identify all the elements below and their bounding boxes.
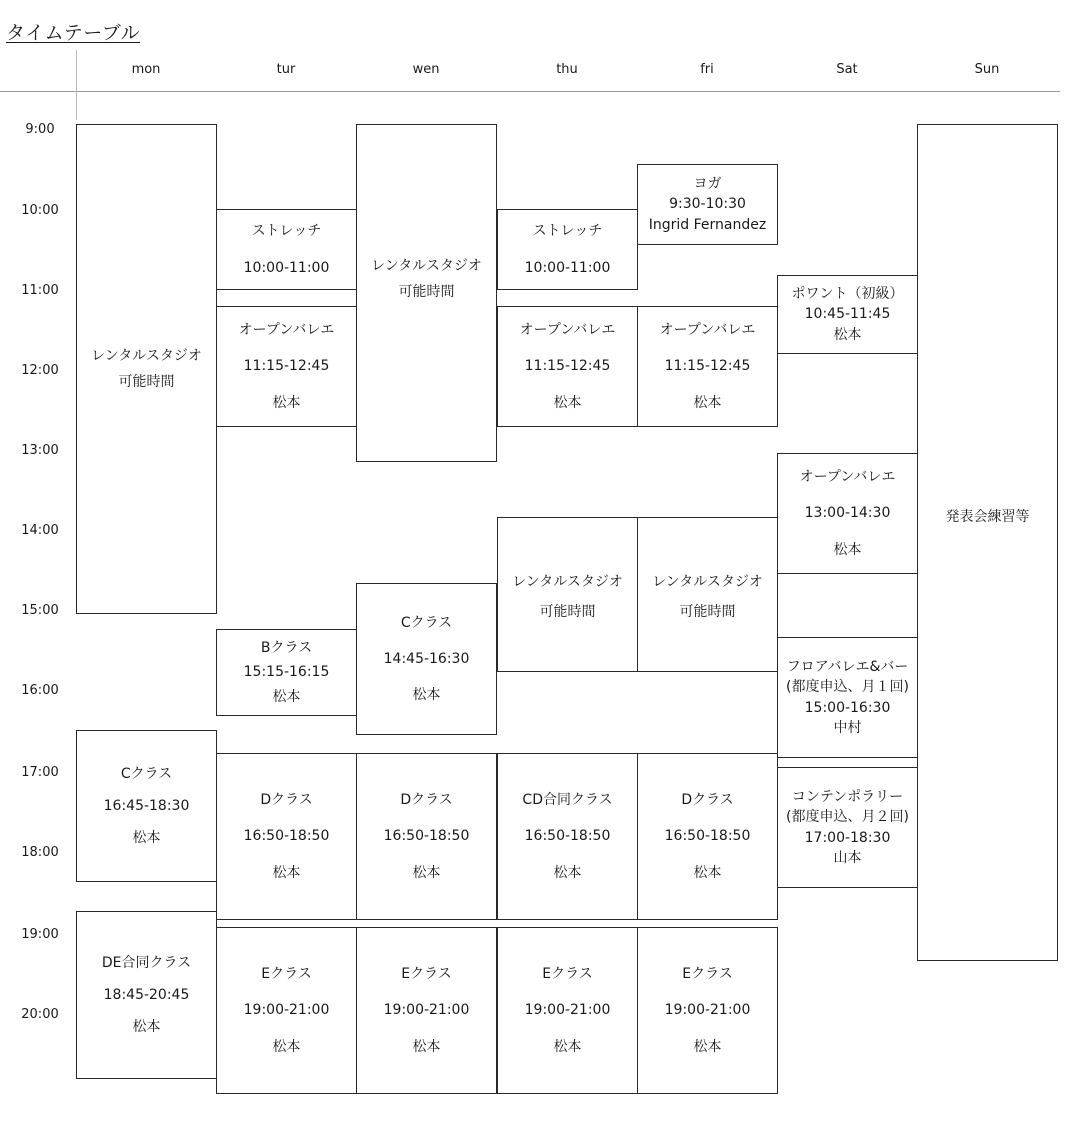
class-cell-sat-open [777, 453, 918, 574]
cell-text-line: 松本 [693, 394, 722, 411]
day-header-mon: mon [131, 62, 161, 77]
cell-text-line: 中村 [833, 719, 862, 736]
class-cell-thu-open [497, 306, 638, 427]
class-cell-fri-e [637, 927, 778, 1094]
cell-text-line: 山本 [833, 849, 862, 866]
cell-text-line: Cクラス [120, 765, 173, 782]
cell-text-line: 松本 [272, 1038, 301, 1055]
cell-text-line: レンタルスタジオ [371, 258, 482, 274]
time-label: 13:00 [21, 443, 59, 458]
day-header-fri: fri [700, 62, 714, 77]
cell-text-line: 16:50-18:50 [664, 828, 751, 845]
cell-text-line: 松本 [412, 1038, 441, 1055]
class-cell-wen-e [356, 927, 497, 1094]
time-label: 15:00 [21, 603, 59, 618]
cell-text-line: Cクラス [400, 614, 453, 631]
time-label: 10:00 [21, 203, 59, 218]
class-cell-tur-open [216, 306, 357, 427]
class-cell-sun-recital [917, 124, 1058, 961]
class-cell-tur-d [216, 753, 357, 920]
cell-text-line: 松本 [272, 394, 301, 411]
day-header-thu: thu [556, 62, 578, 77]
cell-text-line: (都度申込、月２回) [786, 809, 909, 826]
time-label: 16:00 [21, 683, 59, 698]
cell-text-line: ストレッチ [532, 223, 603, 240]
cell-text-line: ヨガ [693, 176, 722, 193]
cell-text-line: DE合同クラス [101, 954, 192, 971]
cell-text-line: (都度申込、月１回) [786, 679, 909, 696]
cell-text-line: 19:00-21:00 [383, 1002, 470, 1019]
cell-text-line: レンタルスタジオ [512, 574, 623, 590]
class-cell-fri-d [637, 753, 778, 920]
cell-text-line: 松本 [553, 394, 582, 411]
cell-text-line: 可能時間 [679, 604, 736, 621]
cell-text-line: オープンバレエ [238, 322, 335, 339]
cell-text-line: 可能時間 [118, 374, 175, 390]
page-title: タイムテーブル [6, 22, 141, 44]
cell-text-line: オープンバレエ [659, 322, 756, 339]
cell-text-line: Ingrid Fernandez [648, 216, 767, 233]
class-cell-thu-rental [497, 517, 638, 672]
class-cell-fri-rental [637, 517, 778, 672]
cell-text-line: 17:00-18:30 [804, 829, 891, 846]
class-cell-tur-e [216, 927, 357, 1094]
cell-text-line: 11:15-12:45 [664, 358, 751, 375]
cell-text-line: 15:15-16:15 [243, 664, 330, 681]
time-label: 20:00 [21, 1007, 59, 1022]
cell-text-line: Eクラス [542, 966, 593, 983]
cell-text-line: レンタルスタジオ [652, 574, 763, 590]
cell-text-line: レンタルスタジオ [91, 347, 202, 364]
cell-text-line: 15:00-16:30 [804, 699, 891, 716]
cell-text-line: 10:45-11:45 [804, 306, 891, 323]
cell-text-line: 18:45-20:45 [103, 986, 190, 1003]
cell-text-line: 16:45-18:30 [103, 797, 190, 814]
cell-text-line: 松本 [553, 864, 582, 881]
cell-text-line: 19:00-21:00 [524, 1002, 611, 1019]
class-cell-thu-stretch [497, 209, 638, 290]
cell-text-line: フロアバレエ&バー [786, 659, 909, 676]
cell-text-line: オープンバレエ [799, 469, 896, 486]
cell-text-line: Eクラス [682, 966, 733, 983]
cell-text-line: 松本 [693, 1038, 722, 1055]
cell-text-line: ポワント（初級） [791, 286, 904, 303]
cell-text-line: Dクラス [681, 792, 734, 809]
class-cell-thu-cd [497, 753, 638, 920]
cell-text-line: 11:15-12:45 [243, 358, 330, 375]
class-cell-fri-yoga [637, 164, 778, 245]
cell-text-line: 16:50-18:50 [524, 828, 611, 845]
time-label: 11:00 [21, 283, 59, 298]
cell-text-line: 13:00-14:30 [804, 505, 891, 522]
cell-text-line: 松本 [272, 864, 301, 881]
cell-text-line: 14:45-16:30 [383, 650, 470, 667]
cell-text-line: 10:00-11:00 [524, 259, 611, 276]
time-label: 18:00 [21, 845, 59, 860]
day-header-sun: Sun [974, 62, 1000, 77]
cell-text-line: 松本 [132, 1019, 161, 1036]
cell-text-line: 可能時間 [398, 284, 455, 301]
cell-text-line: 松本 [412, 687, 441, 704]
class-cell-mon-c [76, 730, 217, 882]
time-label: 19:00 [21, 927, 59, 942]
class-cell-sat-contemp [777, 767, 918, 888]
cell-text-line: 松本 [833, 541, 862, 558]
class-cell-sat-floor [777, 637, 918, 758]
cell-text-line: Dクラス [400, 792, 453, 809]
cell-text-line: 16:50-18:50 [243, 828, 330, 845]
day-header-sat: Sat [836, 62, 858, 77]
class-cell-wen-rental [356, 124, 497, 462]
cell-text-line: 松本 [553, 1038, 582, 1055]
cell-text-line: 発表会練習等 [945, 509, 1030, 525]
class-cell-fri-open [637, 306, 778, 427]
class-cell-mon-de [76, 911, 217, 1079]
class-cell-wen-c [356, 583, 497, 735]
cell-text-line: 19:00-21:00 [243, 1002, 330, 1019]
time-label: 12:00 [21, 363, 59, 378]
cell-text-line: Bクラス [260, 640, 313, 657]
cell-text-line: 11:15-12:45 [524, 358, 611, 375]
time-label: 17:00 [21, 765, 59, 780]
cell-text-line: ストレッチ [251, 223, 322, 240]
class-cell-tur-b [216, 629, 357, 716]
class-cell-mon-rental [76, 124, 217, 614]
cell-text-line: 松本 [412, 864, 441, 881]
cell-text-line: 松本 [833, 326, 862, 343]
cell-text-line: 10:00-11:00 [243, 259, 330, 276]
day-header-tur: tur [276, 62, 296, 77]
class-cell-wen-d [356, 753, 497, 920]
class-cell-sat-pointe [777, 275, 918, 354]
cell-text-line: Eクラス [401, 966, 452, 983]
class-cell-thu-e [497, 927, 638, 1094]
header-divider [76, 50, 77, 120]
cell-text-line: 松本 [132, 830, 161, 847]
class-cell-tur-stretch [216, 209, 357, 290]
cell-text-line: Eクラス [261, 966, 312, 983]
cell-text-line: 9:30-10:30 [669, 196, 746, 213]
cell-text-line: コンテンポラリー [791, 789, 904, 806]
cell-text-line: オープンバレエ [519, 322, 616, 339]
cell-text-line: Dクラス [260, 792, 313, 809]
cell-text-line: 松本 [272, 688, 301, 705]
cell-text-line: CD合同クラス [522, 792, 613, 809]
cell-text-line: 可能時間 [539, 604, 596, 621]
day-header-wen: wen [412, 62, 440, 77]
cell-text-line: 16:50-18:50 [383, 828, 470, 845]
time-label: 14:00 [21, 523, 59, 538]
cell-text-line: 松本 [693, 864, 722, 881]
time-label: 9:00 [25, 122, 55, 137]
cell-text-line: 19:00-21:00 [664, 1002, 751, 1019]
